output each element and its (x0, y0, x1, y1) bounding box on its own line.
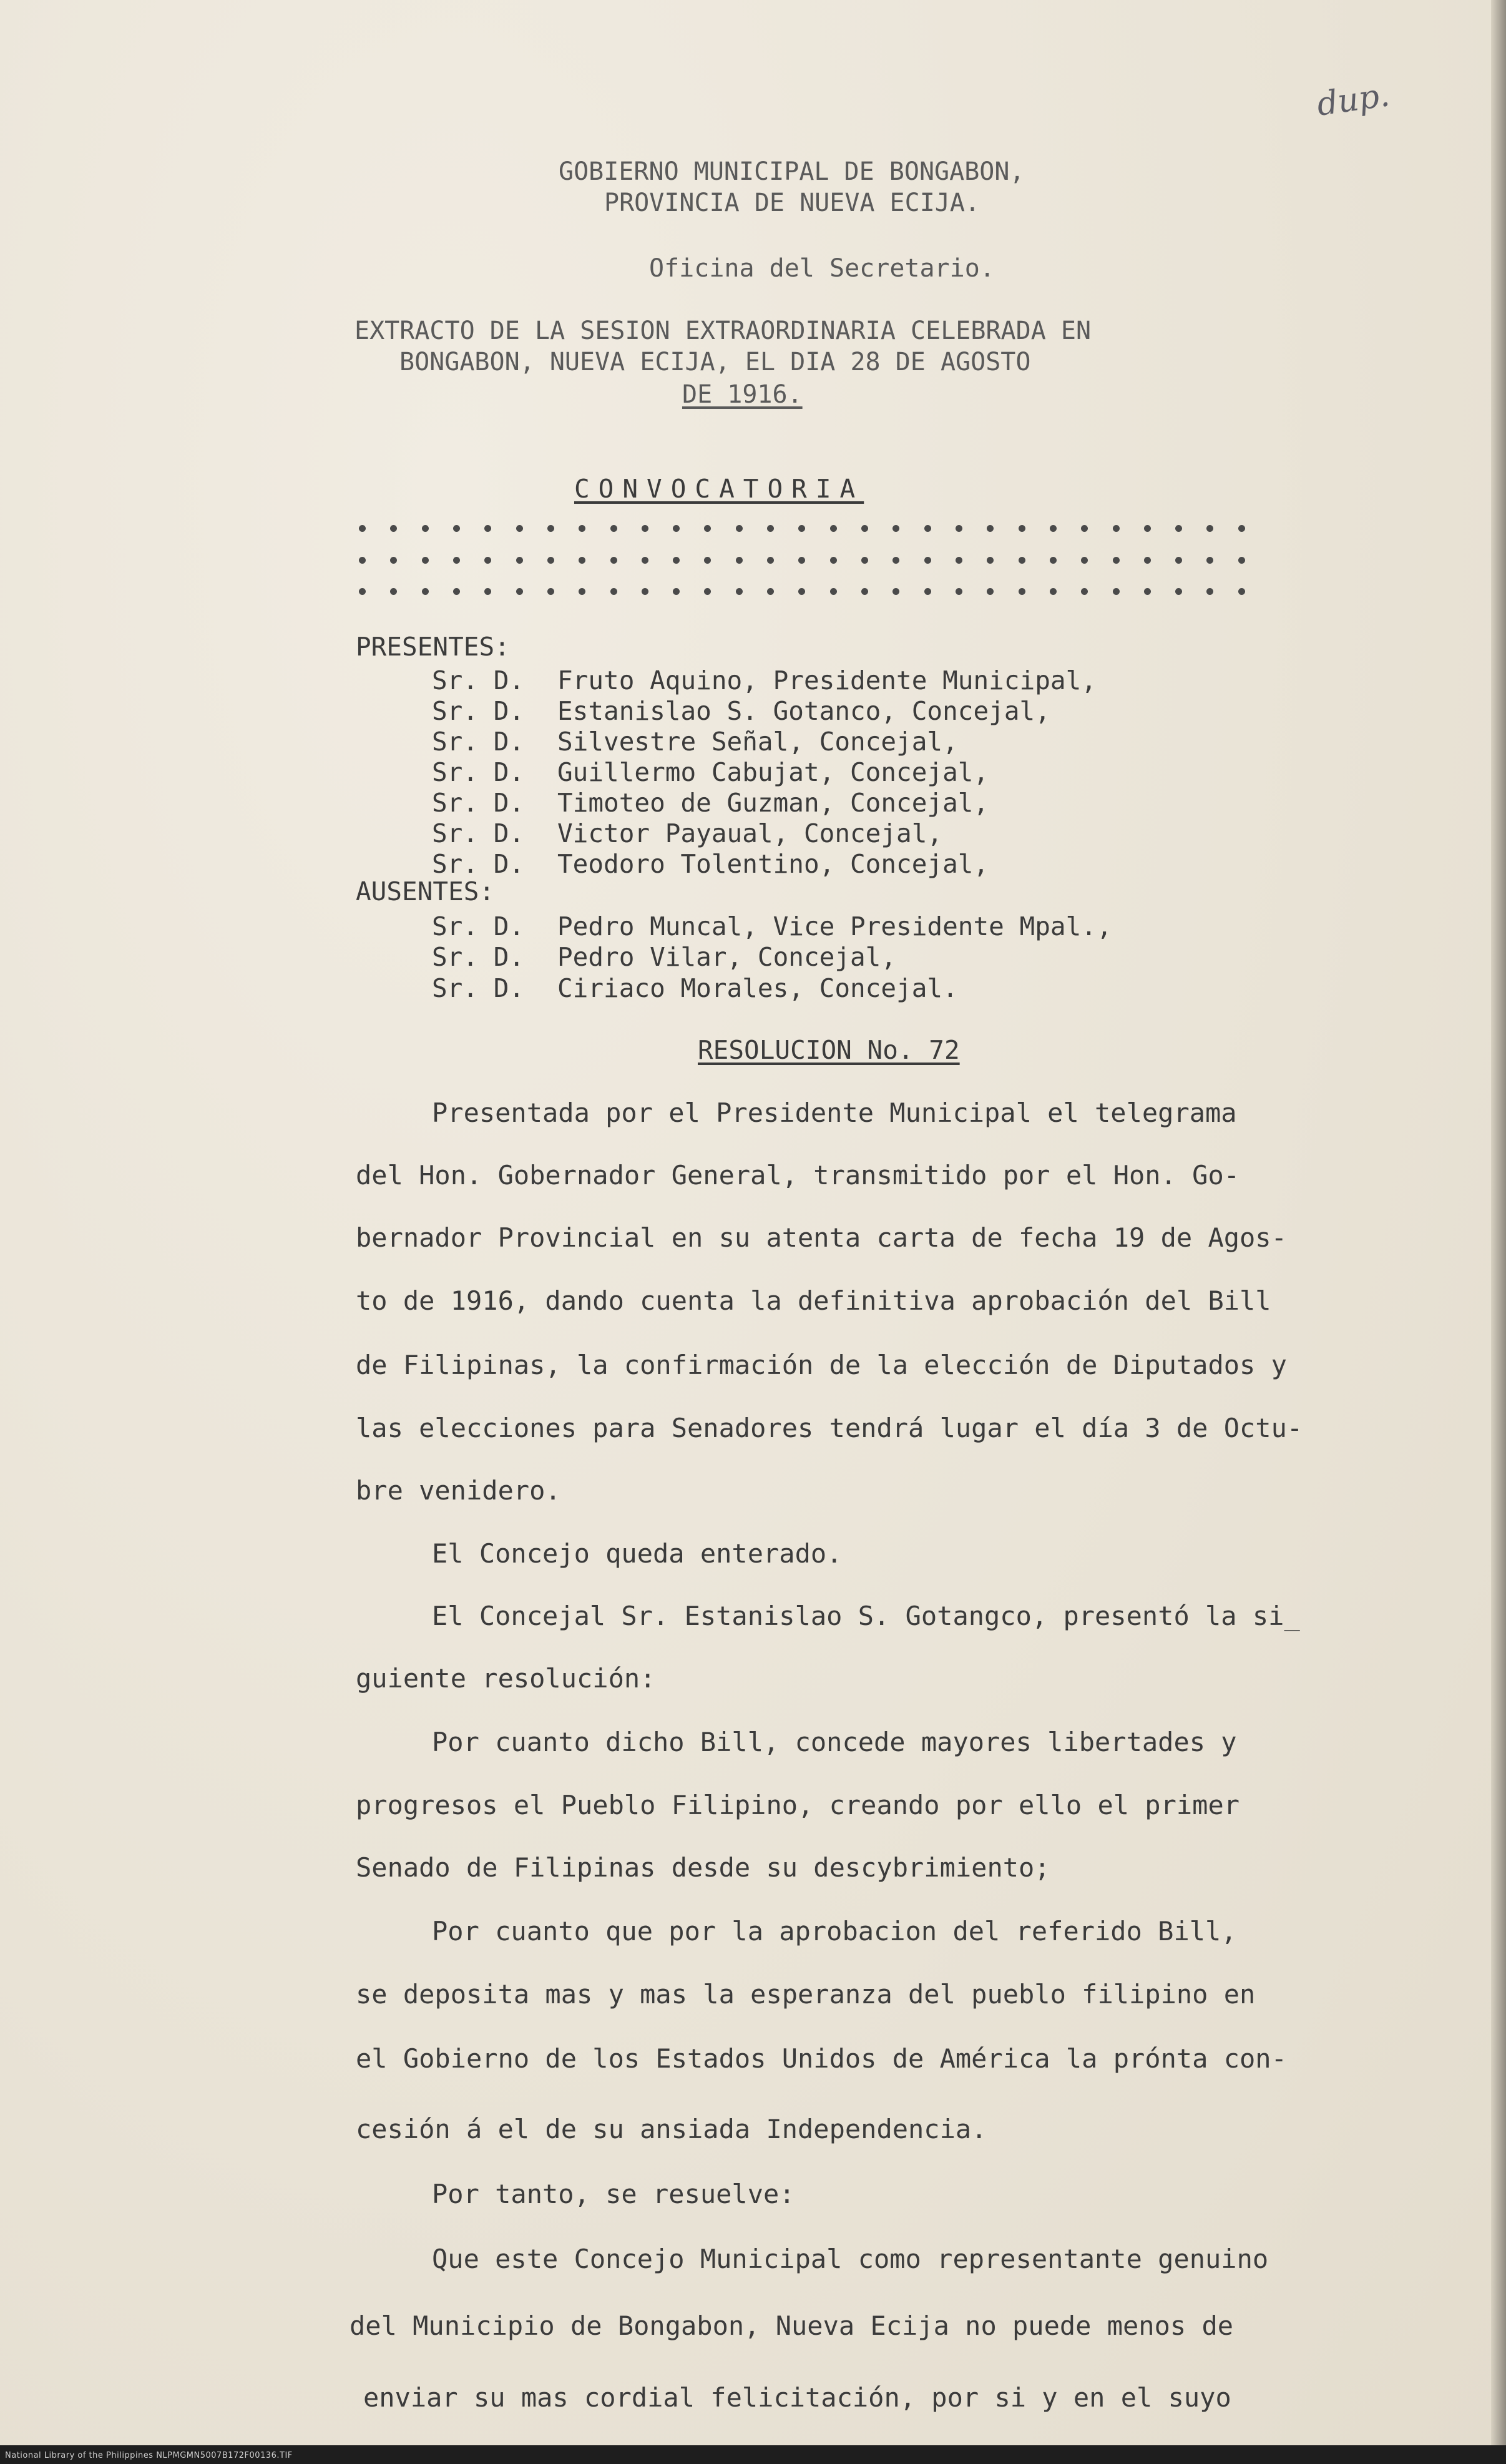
ausente-name: Pedro Vilar, Concejal, (557, 942, 897, 972)
office-line: Oficina del Secretario. (649, 254, 995, 283)
body-line: Por cuanto que por la aprobacion del referido Bill, (432, 1916, 1237, 1946)
header-line-1: GOBIERNO MUNICIPAL DE BONGABON, (559, 157, 1025, 186)
presente-title: Sr. D. (432, 849, 525, 879)
body-line: Presentada por el Presidente Municipal el telegrama (432, 1097, 1237, 1128)
body-line: progresos el Pueblo Filipino, creando por ello el primer (356, 1790, 1240, 1820)
body-line: Por cuanto dicho Bill, concede mayores libertades y (432, 1727, 1237, 1757)
extract-line-1: EXTRACTO DE LA SESION EXTRAORDINARIA CELEBRADA EN (354, 317, 1092, 345)
extract-line-2: BONGABON, NUEVA ECIJA, EL DIA 28 DE AGOSTO (399, 348, 1031, 376)
presente-title: Sr. D. (432, 788, 525, 818)
ausentes-label: AUSENTES: (356, 876, 495, 906)
body-line: Que este Concejo Municipal como representante genuino (432, 2244, 1269, 2274)
scan-footer-strip (0, 2445, 1506, 2464)
body-line: cesión á el de su ansiada Independencia. (356, 2114, 987, 2144)
presente-title: Sr. D. (432, 665, 525, 695)
body-line: bernador Provincial en su atenta carta de fecha 19 de Agos- (356, 1222, 1287, 1253)
presente-title: Sr. D. (432, 696, 525, 726)
dot-row-2 (359, 557, 1245, 564)
presente-title: Sr. D. (432, 757, 525, 787)
body-line: se deposita mas y mas la esperanza del pueblo filipino en (356, 1979, 1256, 2010)
body-line: del Hon. Gobernador General, transmitido por el Hon. Go- (356, 1160, 1240, 1190)
presente-name: Victor Payaual, Concejal, (557, 818, 943, 848)
body-line: El Concejal Sr. Estanislao S. Gotangco, presentó la si_ (432, 1601, 1300, 1631)
dot-row-3 (359, 588, 1245, 595)
header-line-2: PROVINCIA DE NUEVA ECIJA. (604, 189, 980, 217)
ausente-title: Sr. D. (432, 973, 525, 1003)
presente-title: Sr. D. (432, 727, 525, 757)
ausente-title: Sr. D. (432, 942, 525, 972)
body-line: Por tanto, se resuelve: (432, 2179, 795, 2209)
ausente-name: Pedro Muncal, Vice Presidente Mpal., (557, 911, 1112, 941)
ausente-title: Sr. D. (432, 911, 525, 941)
presente-name: Estanislao S. Gotanco, Concejal, (557, 696, 1050, 726)
convocatoria-heading: CONVOCATORIA (574, 474, 864, 504)
body-line: to de 1916, dando cuenta la definitiva aprobación del Bill (356, 1285, 1271, 1316)
body-line: El Concejo queda enterado. (432, 1538, 843, 1569)
presente-name: Guillermo Cabujat, Concejal, (557, 757, 989, 787)
body-line: del Municipio de Bongabon, Nueva Ecija no puede menos de (350, 2310, 1234, 2341)
presente-name: Timoteo de Guzman, Concejal, (557, 788, 989, 818)
extract-line-3: DE 1916. (682, 380, 803, 409)
body-line: enviar su mas cordial felicitación, por si y en el suyo (363, 2382, 1231, 2413)
presente-name: Teodoro Tolentino, Concejal, (557, 849, 989, 879)
presente-name: Silvestre Señal, Concejal, (557, 727, 958, 757)
body-line: de Filipinas, la confirmación de la elección de Diputados y (356, 1350, 1287, 1380)
page-edge (1491, 0, 1506, 2464)
presente-title: Sr. D. (432, 818, 525, 848)
body-line: bre venidero. (356, 1475, 561, 1506)
presentes-label: PRESENTES: (356, 632, 510, 662)
margin-note: dup. (1314, 76, 1392, 124)
ausente-name: Ciriaco Morales, Concejal. (557, 973, 958, 1003)
dot-row-1 (359, 525, 1245, 532)
body-line: las elecciones para Senadores tendrá lugar el día 3 de Octu- (356, 1413, 1303, 1443)
body-line: Senado de Filipinas desde su descybrimiento; (356, 1852, 1050, 1883)
body-line: el Gobierno de los Estados Unidos de América la prónta con- (356, 2043, 1287, 2074)
presente-name: Fruto Aquino, Presidente Municipal, (557, 665, 1097, 695)
scan-footer-text: National Library of the Philippines NLPMGMN5007B172F00136.TIF (5, 2451, 293, 2460)
body-line: guiente resolución: (356, 1663, 656, 1694)
resolution-title: RESOLUCION No. 72 (698, 1035, 960, 1065)
